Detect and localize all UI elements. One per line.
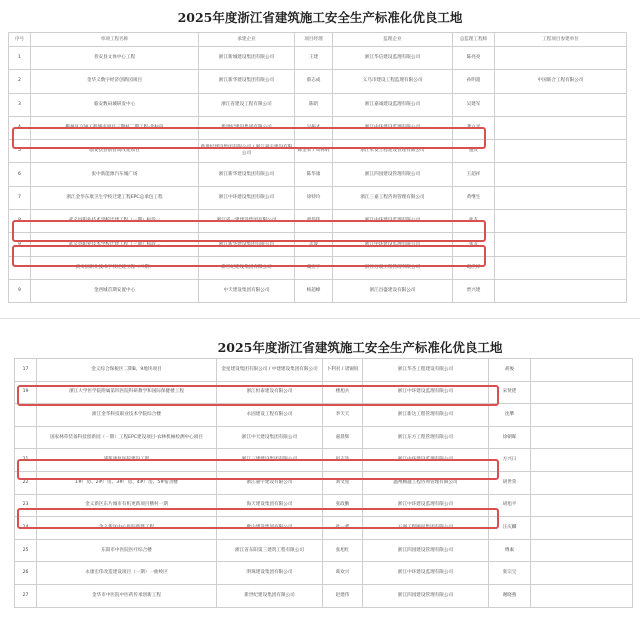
project-name: 浦浆康复医院建设工程	[37, 449, 217, 472]
supervisor-name: 温州腾越工程咨询管理有限公司	[363, 471, 489, 494]
column-header: 项目经理	[295, 33, 333, 47]
partner-unit	[495, 140, 627, 163]
project-name: 1#厂房、2#厂房、3#厂房、4#厂房、5#宿舍楼	[37, 471, 217, 494]
row-number: 19	[15, 381, 37, 404]
project-name: 金义新区中心医院新建工程	[37, 517, 217, 540]
supervisor-name: 浙江中环建设监理有限公司	[333, 233, 453, 256]
project-manager: 李天天	[323, 404, 363, 427]
chief-engineer: 张友	[453, 233, 495, 256]
table-row	[9, 279, 627, 302]
supervisor-name: 浙江中环建设监理有限公司	[363, 381, 489, 404]
supervisor-name: 浙江四园建设管理有限公司	[363, 539, 489, 562]
table-row	[9, 70, 627, 93]
table-row	[9, 116, 627, 139]
chief-engineer: 谢洪洋	[453, 256, 495, 279]
builder-name: 明珠建设集团有限公司	[217, 562, 323, 585]
supervisor-name: 浙江华杰工程建设有限公司	[363, 359, 489, 382]
builder-name: 新世纪建设集团有限公司	[217, 584, 323, 607]
project-name: 金西城首期安置中心	[31, 279, 199, 302]
table-row	[9, 233, 627, 256]
supervisor-name: 浙江永安工程建设管理有限公司	[333, 140, 453, 163]
partner-unit	[531, 539, 633, 562]
project-name: 浙江金华东康卫生学校迁建工程EPC总承包工程	[31, 186, 199, 209]
partner-unit	[495, 116, 627, 139]
table-row	[15, 426, 633, 449]
row-number	[15, 404, 37, 427]
builder-name: 浙江省建设工程有限公司	[199, 93, 295, 116]
project-name: 永康宏伟改造建设项目（一期）一曲岭区	[37, 562, 217, 585]
project-manager: 楼旭兵	[323, 381, 363, 404]
project-manager: 虞伟伟	[295, 210, 333, 233]
builder-name: 金星建设集团有限公司 / 中建建设集团有限公司	[217, 359, 323, 382]
partner-unit	[495, 163, 627, 186]
supervisor-name: 浙江新达工程管理有限公司	[363, 404, 489, 427]
row-number: 5	[9, 140, 31, 163]
partner-unit	[495, 186, 627, 209]
sheet-title: 2025年度浙江省建筑施工安全生产标准化优良工地	[217, 340, 503, 355]
builder-name: 新世纪建设集团有限公司	[199, 116, 295, 139]
sheet-title: 2025年度浙江省建筑施工安全生产标准化优良工地	[177, 10, 463, 25]
builder-name: 新世纪建设集团有限公司	[199, 256, 295, 279]
project-manager: 张旭红	[323, 539, 363, 562]
chief-engineer: 陈亮亮	[453, 47, 495, 70]
table-row	[15, 539, 633, 562]
partner-unit	[495, 47, 627, 70]
table-row	[9, 163, 627, 186]
row-number: 8	[9, 210, 31, 233]
project-manager: 赵志浩	[323, 449, 363, 472]
project-manager: 刘文星	[323, 471, 363, 494]
row-number: 9	[9, 279, 31, 302]
chief-engineer: 徐朝晖	[489, 426, 531, 449]
partner-unit	[531, 471, 633, 494]
table-row	[15, 359, 633, 382]
builder-name: 浙江省东阳第三建筑工程有限公司	[217, 539, 323, 562]
project-name: 国家林草装备科技创新园（一期）工程EPC建设项目-农林机械检测中心项目	[37, 426, 217, 449]
partner-unit	[531, 359, 633, 382]
partner-unit	[531, 562, 633, 585]
row-number: 3	[9, 93, 31, 116]
partner-unit	[531, 517, 633, 540]
project-manager: 嘉晨辉	[323, 426, 363, 449]
table-row	[15, 584, 633, 607]
project-manager: 卜利君 / 诸锡锐	[323, 359, 363, 382]
chief-engineer: 傅素	[489, 539, 531, 562]
chief-engineer: 胡旭平	[489, 494, 531, 517]
row-number	[15, 426, 37, 449]
partner-unit	[531, 584, 633, 607]
row-number: 7	[9, 186, 31, 209]
table-row	[9, 256, 627, 279]
row-number: 1	[9, 47, 31, 70]
builder-name: 浙江三建建设集团有限公司	[217, 449, 323, 472]
table-row	[9, 210, 627, 233]
project-name: 金华义数字经济创新园项目	[31, 70, 199, 93]
partner-unit	[531, 426, 633, 449]
chief-engineer: 谢晓燕	[489, 584, 531, 607]
chief-engineer: 王超祥	[453, 163, 495, 186]
row-number: 24	[15, 517, 37, 540]
supervisor-name: 浙江中环建设监理有限公司	[333, 116, 453, 139]
partner-unit	[531, 404, 633, 427]
supervisor-name: 义乌市建设工程监理有限公司	[333, 70, 453, 93]
builder-name: 中天建设集团有限公司	[199, 279, 295, 302]
partner-unit	[531, 381, 633, 404]
table-row	[9, 47, 627, 70]
project-manager: 陈金本 / 周林炳	[295, 140, 333, 163]
project-manager: 蔡志成	[295, 70, 333, 93]
builder-name: 歌山建设集团有限公司	[217, 517, 323, 540]
builder-name: 浙江嘉宇建设有限公司	[217, 471, 323, 494]
project-manager: 虞宏宇	[295, 256, 333, 279]
table-row	[9, 186, 627, 209]
supervisor-name: 浙江东方工程管理有限公司	[363, 426, 489, 449]
project-manager: 徐特玲	[295, 186, 333, 209]
table-header-row	[9, 33, 627, 47]
award-table	[8, 32, 627, 303]
chief-engineer: 龚立平	[453, 116, 495, 139]
builder-name: 海天建设集团有限公司	[217, 494, 323, 517]
table-row	[9, 93, 627, 116]
project-manager: 葛欢兴	[323, 562, 363, 585]
chief-engineer: 胡世荣	[489, 471, 531, 494]
partner-unit	[531, 449, 633, 472]
supervisor-name: 浙江华信建设监理有限公司	[333, 47, 453, 70]
project-name: 武义县职业技术学校迁建工程（一期）标段一	[31, 210, 199, 233]
project-name: 金义综合保税区二期B、9地块项目	[37, 359, 217, 382]
project-manager: 叶一鑫	[323, 517, 363, 540]
table-row	[9, 140, 627, 163]
row-number: 26	[15, 562, 37, 585]
supervisor-name: 浙江中环建设监理有限公司	[363, 562, 489, 585]
project-name: 武义县职业技术学校迁建工程（一期）标段二	[31, 233, 199, 256]
table-row	[15, 494, 633, 517]
partner-unit	[495, 233, 627, 256]
project-manager: 陈昭	[295, 93, 333, 116]
builder-name: 浙江恒泰建设有限公司	[217, 381, 323, 404]
partner-unit	[495, 210, 627, 233]
project-manager: 王建	[295, 47, 333, 70]
row-number: 4	[9, 116, 31, 139]
supervisor-name: 浙江四园建设管理有限公司	[333, 163, 453, 186]
column-header: 工程项目参建单位	[495, 33, 627, 47]
column-header: 监理企业	[333, 33, 453, 47]
partner-unit	[495, 279, 627, 302]
supervisor-name: 浙江中环建设监理有限公司	[363, 449, 489, 472]
project-name: 鄞州区交通工程城市项目三期村二期工程-北标段	[31, 116, 199, 139]
partner-unit	[495, 93, 627, 116]
table-row	[15, 517, 633, 540]
chief-engineer: 吴建军	[453, 93, 495, 116]
chief-engineer: 孙明超	[453, 70, 495, 93]
column-header: 序号	[9, 33, 31, 47]
partner-unit	[531, 494, 633, 517]
builder-name: 新世纪建设集团有限公司 / 浙江嘉宇建设有限公司	[199, 140, 295, 163]
project-name: 金华市中医院中医药传承创新工程	[37, 584, 217, 607]
row-number: 25	[15, 539, 37, 562]
builder-name: 浙江新华建设集团有限公司	[199, 163, 295, 186]
project-manager: 杨超峰	[295, 279, 333, 302]
row-number: 2	[9, 70, 31, 93]
document-sheet-2	[0, 318, 640, 640]
chief-engineer: 贾兴建	[453, 279, 495, 302]
builder-name: 浙江中天建设集团有限公司	[217, 426, 323, 449]
award-table	[14, 358, 633, 608]
partner-unit: 中国联合工程有限公司	[495, 70, 627, 93]
project-name: 武义县职业技术学校迁建工程（二期）	[31, 256, 199, 279]
project-manager: 赵建伟	[323, 584, 363, 607]
supervisor-name: 浙江中环建设监理有限公司	[363, 494, 489, 517]
project-name: 东阳市中医院医疗综合楼	[37, 539, 217, 562]
project-name: 浙江金华科技职业技术学院综合楼	[37, 404, 217, 427]
column-header: 单项工程名称	[31, 33, 199, 47]
builder-name: 浙江中环建设集团有限公司	[199, 186, 295, 209]
chief-engineer: 方兴日	[489, 449, 531, 472]
builder-name: 浙江新城建设集团有限公司	[199, 47, 295, 70]
chief-engineer: 黄继生	[453, 186, 495, 209]
builder-name: 永固建设工程有限公司	[217, 404, 323, 427]
table-row	[15, 471, 633, 494]
document-sheet-1	[0, 0, 640, 318]
row-number: 6	[9, 163, 31, 186]
row-number: 22	[15, 471, 37, 494]
table-row	[15, 449, 633, 472]
chief-engineer: 胡俊	[489, 359, 531, 382]
chief-engineer: 沈攀	[489, 404, 531, 427]
chief-engineer: 宋贤佬	[489, 381, 531, 404]
project-manager: 陈华康	[295, 163, 333, 186]
row-number: 17	[15, 359, 37, 382]
supervisor-name: 浙江四园建设管理有限公司	[363, 584, 489, 607]
project-name: 临安县县前普高改建项目	[31, 140, 199, 163]
column-header: 总监理工程师	[453, 33, 495, 47]
table-row	[15, 381, 633, 404]
builder-name: 浙江新华建设集团有限公司	[199, 70, 295, 93]
project-name: 张中新能源汽车城广场	[31, 163, 199, 186]
table-row	[15, 404, 633, 427]
project-name: 浙江大学医学院附属第四医院科研教学和国际保健楼工程	[37, 381, 217, 404]
row-number: 23	[15, 494, 37, 517]
table-row	[15, 562, 633, 585]
project-name: 普安县文体中心工程	[31, 47, 199, 70]
project-manager: 张政勤	[323, 494, 363, 517]
builder-name: 浙江省一建建设集团有限公司	[199, 210, 295, 233]
chief-engineer: 汪庆麟	[489, 517, 531, 540]
supervisor-name: 浙江昌盛建设有限公司	[333, 279, 453, 302]
project-name: 金义新区东片城市有机更新项目横村一期	[37, 494, 217, 517]
column-header: 承建企业	[199, 33, 295, 47]
supervisor-name: 浙江嘉诚建设监理有限公司	[333, 93, 453, 116]
project-manager: 孟波	[295, 233, 333, 256]
row-number: 27	[15, 584, 37, 607]
supervisor-name: 浙江三嘉工程咨询管理有限公司	[333, 186, 453, 209]
project-name: 临安数码城研发中心	[31, 93, 199, 116]
builder-name: 浙江新华建设集团有限公司	[199, 233, 295, 256]
row-number: 9	[9, 233, 31, 256]
row-number	[9, 256, 31, 279]
partner-unit	[495, 256, 627, 279]
supervisor-name: 浙江万晟工程管理有限公司	[333, 256, 453, 279]
chief-engineer: 施友	[453, 140, 495, 163]
project-manager: 吴振才	[295, 116, 333, 139]
chief-engineer: 张友	[453, 210, 495, 233]
supervisor-name: 五洲工程顾问集团有限公司	[363, 517, 489, 540]
chief-engineer: 张宗宝	[489, 562, 531, 585]
supervisor-name: 浙江中环建设监理有限公司	[333, 210, 453, 233]
row-number: 21	[15, 449, 37, 472]
